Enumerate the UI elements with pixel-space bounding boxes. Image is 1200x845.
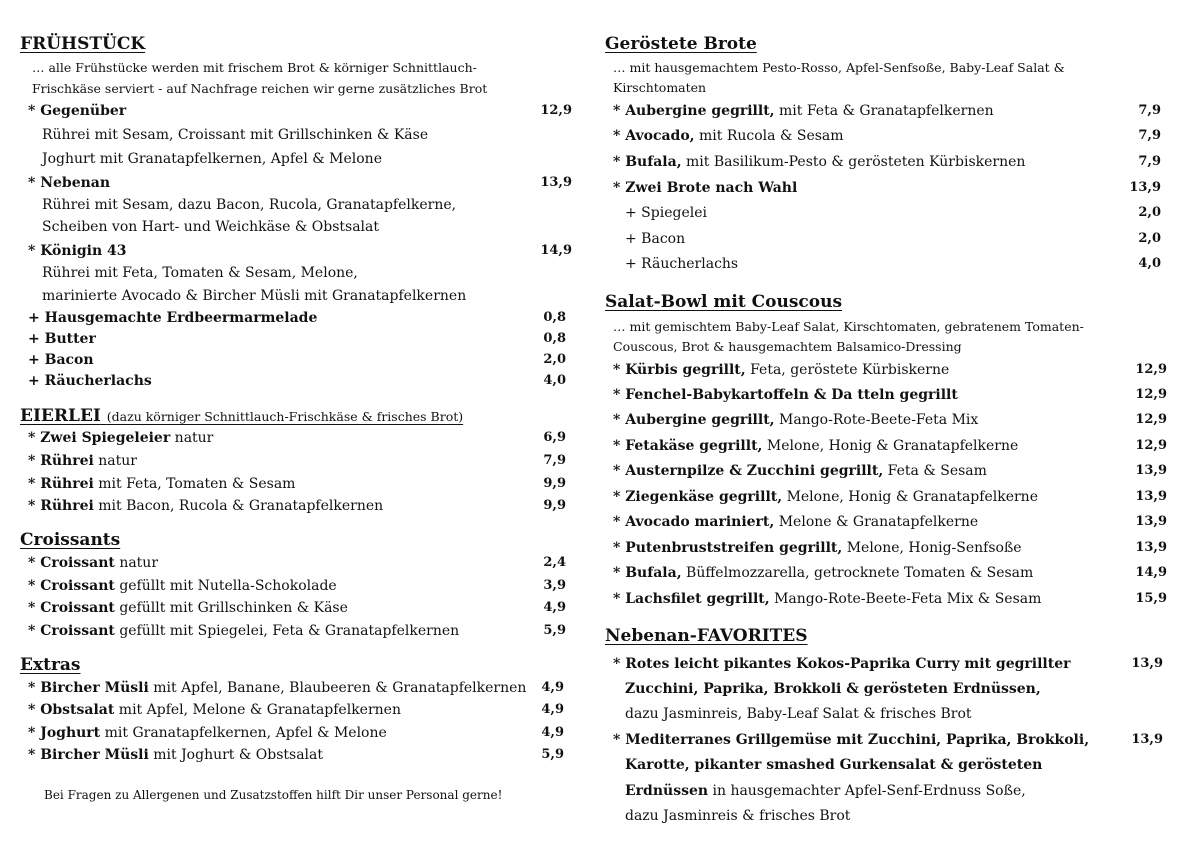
item-detail: mit Bacon, Rucola & Granatapfelkernen bbox=[98, 498, 384, 514]
item-name: * Croissant bbox=[28, 623, 115, 639]
addon-name: + Bacon bbox=[625, 231, 686, 247]
item-name: * Rührei bbox=[28, 498, 94, 514]
menu-item bbox=[20, 747, 564, 769]
section-note: Kirschtomaten bbox=[613, 80, 707, 95]
item-price: 5,9 bbox=[541, 747, 564, 762]
item-detail: Mango-Rote-Beete-Feta Mix & Sesam bbox=[774, 591, 1042, 607]
menu-item bbox=[20, 476, 566, 498]
addon-price: 2,0 bbox=[1138, 205, 1161, 220]
item-price: 14,9 bbox=[1135, 565, 1167, 580]
item-price: 13,9 bbox=[1135, 463, 1167, 478]
menu-item bbox=[605, 128, 1161, 150]
section-title: EIERLEI bbox=[20, 406, 101, 426]
item-description: dazu Jasminreis & frisches Brot bbox=[625, 808, 851, 824]
item-name: * Zwei Spiegeleier bbox=[28, 430, 171, 446]
item-detail: mit Joghurt & Obstsalat bbox=[153, 747, 324, 763]
menu-item bbox=[605, 489, 1167, 511]
addon-item bbox=[605, 256, 1161, 278]
menu-item bbox=[20, 430, 566, 452]
item-price: 7,9 bbox=[1138, 154, 1161, 169]
item-detail: mit Apfel, Banane, Blaubeeren & Granatapfelkernen bbox=[153, 680, 527, 696]
item-description: Rührei mit Sesam, Croissant mit Grillschinken & Käse bbox=[42, 127, 429, 143]
item-name: * Bufala, bbox=[613, 565, 682, 581]
item-name: * Austernpilze & Zucchini gegrillt, bbox=[613, 463, 884, 479]
item-description: Scheiben von Hart- und Weichkäse & Obstsalat bbox=[42, 219, 379, 235]
item-name: * Joghurt bbox=[28, 725, 101, 741]
addon-name: + Hausgemachte Erdbeermarmelade bbox=[28, 310, 318, 326]
item-price: 9,9 bbox=[543, 476, 566, 491]
item-price: 12,9 bbox=[1135, 412, 1167, 427]
item-name: * Aubergine gegrillt, bbox=[613, 412, 775, 428]
item-detail: Melone, Honig & Granatapfelkerne bbox=[786, 489, 1038, 505]
menu-item bbox=[20, 175, 572, 197]
item-price: 3,9 bbox=[543, 578, 566, 593]
addon-item bbox=[20, 352, 566, 374]
item-price: 12,9 bbox=[1135, 438, 1167, 453]
item-price: 15,9 bbox=[1135, 591, 1167, 606]
item-price: 9,9 bbox=[543, 498, 566, 513]
item-price: 7,9 bbox=[543, 453, 566, 468]
menu-item bbox=[20, 103, 572, 125]
menu-item bbox=[605, 540, 1167, 562]
item-name: * Obstsalat bbox=[28, 702, 115, 718]
addon-name: + Räucherlachs bbox=[28, 373, 152, 389]
addon-item bbox=[20, 310, 566, 332]
item-detail: Mango-Rote-Beete-Feta Mix bbox=[779, 412, 979, 428]
menu-item bbox=[20, 600, 566, 622]
item-name: * Lachsfilet gegrillt, bbox=[613, 591, 770, 607]
section-note: … mit hausgemachtem Pesto-Rosso, Apfel-Senfsoße, Baby-Leaf Salat & bbox=[613, 60, 1065, 75]
section-title-eierlei bbox=[20, 406, 463, 426]
item-price: 4,9 bbox=[541, 725, 564, 740]
item-name: * Bircher Müsli bbox=[28, 747, 149, 763]
item-name: * Nebenan bbox=[28, 175, 111, 191]
menu-item bbox=[605, 463, 1167, 485]
item-description: Rührei mit Feta, Tomaten & Sesam, Melone, bbox=[42, 265, 358, 281]
menu-item bbox=[605, 387, 1167, 409]
favorite-item bbox=[605, 656, 1163, 678]
item-name-continued: Zucchini, Paprika, Brokkoli & gerösteten Erdnüssen, bbox=[625, 681, 1041, 697]
item-detail: mit Apfel, Melone & Granatapfelkernen bbox=[118, 702, 401, 718]
addon-price: 0,8 bbox=[543, 331, 566, 346]
item-name: * Rührei bbox=[28, 453, 94, 469]
section-title-salat: Salat-Bowl mit Couscous bbox=[605, 292, 843, 312]
addon-item bbox=[605, 231, 1161, 253]
section-title-fruehstueck: FRÜHSTÜCK bbox=[20, 34, 146, 54]
item-price: 13,9 bbox=[1135, 489, 1167, 504]
section-note: … alle Frühstücke werden mit frischem Brot & körniger Schnittlauch- bbox=[32, 60, 477, 75]
item-detail: natur bbox=[119, 555, 159, 571]
item-detail: Melone, Honig & Granatapfelkerne bbox=[766, 438, 1019, 454]
addon-price: 2,0 bbox=[543, 352, 566, 367]
menu-item bbox=[605, 514, 1167, 536]
item-description: marinierte Avocado & Bircher Müsli mit Granatapfelkernen bbox=[42, 288, 467, 304]
menu-item bbox=[20, 578, 566, 600]
item-price: 12,9 bbox=[1135, 362, 1167, 377]
addon-name: + Räucherlachs bbox=[625, 256, 739, 272]
item-detail: Büffelmozzarella, getrocknete Tomaten & Sesam bbox=[686, 565, 1034, 581]
section-note: (dazu körniger Schnittlauch-Frischkäse & frisches Brot) bbox=[106, 409, 464, 424]
menu-item bbox=[605, 103, 1161, 125]
item-price: 14,9 bbox=[540, 243, 572, 258]
item-price: 5,9 bbox=[543, 623, 566, 638]
item-name-continued: Karotte, pikanter smashed Gurkensalat & gerösteten bbox=[625, 757, 1043, 773]
item-name: * Putenbruststreifen gegrillt, bbox=[613, 540, 843, 556]
menu-item bbox=[605, 154, 1161, 176]
menu-item bbox=[20, 623, 566, 645]
addon-item bbox=[20, 331, 566, 353]
menu-item bbox=[605, 412, 1167, 434]
menu-item bbox=[605, 438, 1167, 460]
item-price: 4,9 bbox=[541, 680, 564, 695]
addon-price: 4,0 bbox=[1138, 256, 1161, 271]
item-name: * Fetakäse gegrillt, bbox=[613, 438, 763, 454]
item-name: * Ziegenkäse gegrillt, bbox=[613, 489, 783, 505]
item-price: 4,9 bbox=[541, 702, 564, 717]
item-detail: mit Feta, Tomaten & Sesam bbox=[98, 476, 296, 492]
addon-item bbox=[605, 205, 1161, 227]
menu-item bbox=[605, 180, 1161, 202]
item-price: 12,9 bbox=[540, 103, 572, 118]
item-name: * Croissant bbox=[28, 600, 115, 616]
item-detail: gefüllt mit Grillschinken & Käse bbox=[119, 600, 348, 616]
item-name: * Königin 43 bbox=[28, 243, 127, 259]
menu-item bbox=[605, 565, 1167, 587]
item-description: Rührei mit Sesam, dazu Bacon, Rucola, Granatapfelkerne, bbox=[42, 197, 457, 213]
item-description: dazu Jasminreis, Baby-Leaf Salat & frisches Brot bbox=[625, 706, 972, 722]
item-name: * Fenchel-Babykartoffeln & Da tteln gegrillt bbox=[613, 387, 958, 403]
item-name: * Kürbis gegrillt, bbox=[613, 362, 746, 378]
item-price: 13,9 bbox=[1129, 180, 1161, 195]
addon-item bbox=[20, 373, 566, 395]
item-detail: natur bbox=[174, 430, 214, 446]
left-column bbox=[20, 0, 580, 845]
addon-price: 0,8 bbox=[543, 310, 566, 325]
item-price: 13,9 bbox=[1135, 540, 1167, 555]
item-price: 13,9 bbox=[1131, 732, 1163, 747]
menu-item bbox=[20, 555, 566, 577]
section-note: Couscous, Brot & hausgemachtem Balsamico-Dressing bbox=[613, 339, 962, 354]
item-description: Joghurt mit Granatapfelkernen, Apfel & Melone bbox=[42, 151, 382, 167]
section-title-extras: Extras bbox=[20, 655, 81, 675]
section-note: … mit gemischtem Baby-Leaf Salat, Kirschtomaten, gebratenem Tomaten- bbox=[613, 319, 1084, 334]
item-detail: gefüllt mit Spiegelei, Feta & Granatapfelkernen bbox=[119, 623, 460, 639]
item-detail: gefüllt mit Nutella-Schokolade bbox=[119, 578, 337, 594]
item-name: * Bircher Müsli bbox=[28, 680, 149, 696]
menu-item bbox=[605, 591, 1167, 613]
item-price: 7,9 bbox=[1138, 128, 1161, 143]
addon-name: + Spiegelei bbox=[625, 205, 707, 221]
item-name: * Gegenüber bbox=[28, 103, 127, 119]
item-description-text: in hausgemachter Apfel-Senf-Erdnuss Soße, bbox=[712, 783, 1026, 799]
menu-item bbox=[20, 498, 566, 520]
menu-item bbox=[605, 362, 1167, 384]
item-description bbox=[625, 783, 1026, 799]
item-detail: mit Basilikum-Pesto & gerösteten Kürbiskernen bbox=[686, 154, 1026, 170]
item-detail: Melone, Honig-Senfsoße bbox=[846, 540, 1022, 556]
section-note: Frischkäse serviert - auf Nachfrage reichen wir gerne zusätzliches Brot bbox=[32, 81, 488, 96]
menu-item bbox=[20, 725, 564, 747]
item-price: 12,9 bbox=[1135, 387, 1167, 402]
item-detail: mit Rucola & Sesam bbox=[699, 128, 844, 144]
item-price: 7,9 bbox=[1138, 103, 1161, 118]
item-name: * Aubergine gegrillt, bbox=[613, 103, 775, 119]
allergen-note: Bei Fragen zu Allergenen und Zusatzstoffen hilft Dir unser Personal gerne! bbox=[44, 788, 503, 802]
item-detail: natur bbox=[98, 453, 137, 469]
item-price: 2,4 bbox=[543, 555, 566, 570]
menu-item bbox=[20, 453, 566, 475]
item-name: * Bufala, bbox=[613, 154, 682, 170]
addon-price: 2,0 bbox=[1138, 231, 1161, 246]
item-price: 6,9 bbox=[543, 430, 566, 445]
item-price: 13,9 bbox=[1135, 514, 1167, 529]
item-price: 4,9 bbox=[543, 600, 566, 615]
addon-name: + Butter bbox=[28, 331, 96, 347]
menu-item bbox=[20, 680, 564, 702]
item-detail: Feta & Sesam bbox=[887, 463, 987, 479]
item-detail: Melone & Granatapfelkerne bbox=[778, 514, 979, 530]
item-detail: mit Granatapfelkernen, Apfel & Melone bbox=[104, 725, 387, 741]
item-price: 13,9 bbox=[1131, 656, 1163, 671]
item-name: * Rührei bbox=[28, 476, 94, 492]
item-price: 13,9 bbox=[540, 175, 572, 190]
item-name: * Croissant bbox=[28, 555, 115, 571]
item-name: * Rotes leicht pikantes Kokos-Paprika Curry mit gegrillter bbox=[613, 656, 1071, 672]
addon-name: + Bacon bbox=[28, 352, 94, 368]
item-name: * Zwei Brote nach Wahl bbox=[613, 180, 798, 196]
right-column bbox=[605, 0, 1180, 845]
section-title-brote: Geröstete Brote bbox=[605, 34, 757, 54]
section-title-favorites: Nebenan-FAVORITES bbox=[605, 626, 808, 646]
addon-price: 4,0 bbox=[543, 373, 566, 388]
menu-item bbox=[20, 702, 564, 724]
item-name: * Avocado, bbox=[613, 128, 695, 144]
item-detail: mit Feta & Granatapfelkernen bbox=[779, 103, 994, 119]
item-name: * Mediterranes Grillgemüse mit Zucchini, Paprika, Brokkoli, bbox=[613, 732, 1090, 748]
section-title-croissants: Croissants bbox=[20, 530, 121, 550]
item-name: * Croissant bbox=[28, 578, 115, 594]
item-detail: Feta, geröstete Kürbiskerne bbox=[750, 362, 950, 378]
menu-item bbox=[20, 243, 572, 265]
item-name-continued: Erdnüssen bbox=[625, 783, 709, 799]
favorite-item bbox=[605, 732, 1163, 754]
item-name: * Avocado mariniert, bbox=[613, 514, 775, 530]
